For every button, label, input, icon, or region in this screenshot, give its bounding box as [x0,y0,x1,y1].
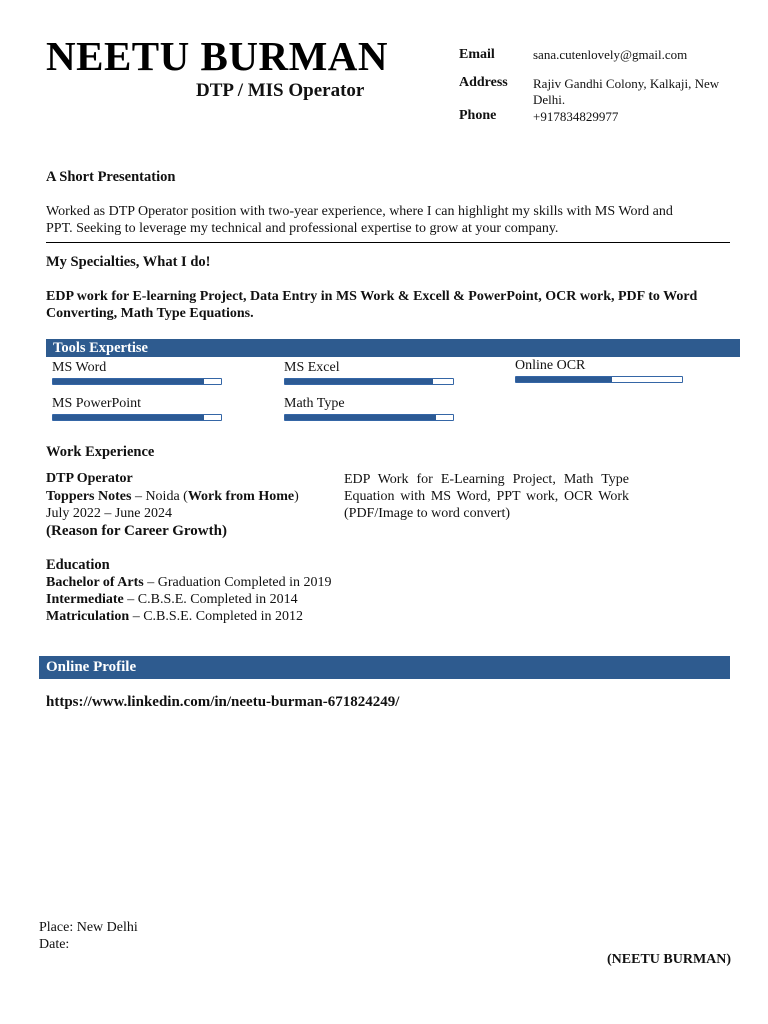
date-text: Date: [39,937,70,952]
specialties-line-2: Converting, Math Type Equations. [46,306,254,321]
phone-value: +917834829977 [533,109,619,124]
work-experience-heading: Work Experience [46,444,155,460]
address-line-1: Rajiv Gandhi Colony, Kalkaji, New [533,76,720,91]
online-profile-header [39,656,730,679]
skill-bar-ms-powerpoint [52,414,222,421]
specialties-line-1: EDP work for E-learning Project, Data Entry in MS Work & Excell & PowerPoint, OCR work, PDF to Word [46,289,698,304]
skill-label-ms-word: MS Word [52,360,107,375]
skill-label-ms-excel: MS Excel [284,360,340,375]
education-item [46,608,303,625]
signature-name: (NEETU BURMAN) [607,952,732,967]
presentation-line-1: Worked as DTP Operator position with two-year experience, where I can highlight my skills with MS Word and [46,204,673,219]
work-reason: (Reason for Career Growth) [46,523,227,539]
job-role: DTP / MIS Operator [196,80,365,101]
work-title: DTP Operator [46,471,133,486]
work-desc-line-2: Equation with MS Word, PPT work, OCR Work [344,489,629,504]
work-location: – Noida ( [131,489,188,504]
education-item [46,574,332,591]
skill-label-ms-powerpoint: MS PowerPoint [52,396,142,411]
work-close-paren: ) [294,489,299,504]
presentation-heading: A Short Presentation [46,169,176,185]
linkedin-link[interactable]: https://www.linkedin.com/in/neetu-burman-671824249/ [46,694,400,710]
skill-bar-ms-excel [284,378,454,385]
tools-expertise-title: Tools Expertise [53,340,148,356]
email-label: Email [459,47,495,62]
email-value[interactable]: sana.cutenlovely@gmail.com [533,47,688,62]
section-divider [46,242,730,243]
education-detail: – C.B.S.E. Completed in 2014 [123,592,298,607]
work-desc-line-3: (PDF/Image to word convert) [344,506,511,521]
work-description [344,471,629,522]
skill-fill-ms-powerpoint [53,415,204,420]
skill-bar-online-ocr [515,376,683,383]
skill-fill-online-ocr [516,377,612,382]
education-heading: Education [46,557,110,573]
skill-fill-math-type [285,415,436,420]
online-profile-title: Online Profile [46,659,137,675]
education-degree: Intermediate [46,592,124,607]
tools-expertise-header [46,339,740,357]
education-degree: Bachelor of Arts [46,575,144,590]
work-company-line [46,488,299,505]
education-item [46,591,298,608]
skill-label-math-type: Math Type [284,396,345,411]
specialties-heading: My Specialties, What I do! [46,254,211,270]
presentation-line-2: PPT. Seeking to leverage my technical and professional expertise to grow at your company. [46,221,559,236]
place-text: Place: New Delhi [39,920,138,935]
work-company: Toppers Notes [46,489,132,504]
education-detail: – C.B.S.E. Completed in 2012 [129,609,304,624]
address-label: Address [459,75,508,90]
work-mode: Work from Home [187,489,295,504]
skill-label-online-ocr: Online OCR [515,358,586,373]
education-detail: – Graduation Completed in 2019 [143,575,332,590]
education-degree: Matriculation [46,609,130,624]
candidate-name: NEETU BURMAN [46,33,388,79]
phone-label: Phone [459,108,497,123]
skill-bar-ms-word [52,378,222,385]
skill-fill-ms-excel [285,379,433,384]
skill-fill-ms-word [53,379,204,384]
work-dates: July 2022 – June 2024 [46,506,172,521]
work-desc-line-1: EDP Work for E-Learning Project, Math Type [344,472,629,487]
skill-bar-math-type [284,414,454,421]
address-line-2: Delhi. [533,92,566,107]
